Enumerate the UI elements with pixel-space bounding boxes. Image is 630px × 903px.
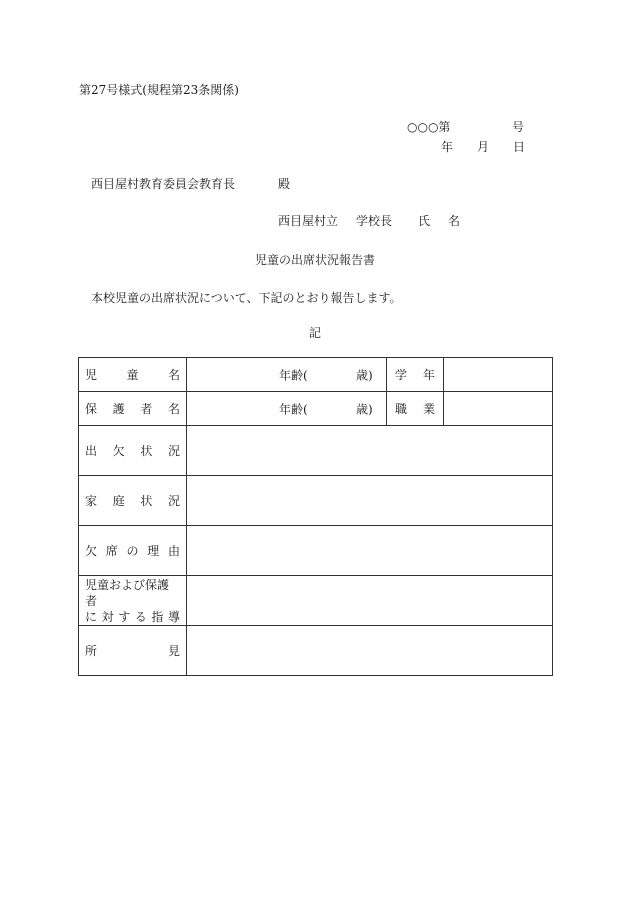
grade-value-cell[interactable] (444, 358, 553, 392)
guardian-age-unit: 歳) (356, 402, 373, 416)
attendance-value-cell[interactable] (187, 426, 553, 476)
document-title: 児童の出席状況報告書 (254, 253, 375, 267)
child-name-label: 児 童 名 (85, 368, 180, 382)
document-number-suffix: 号 (512, 120, 525, 134)
family-label: 家 庭 状 況 (85, 494, 180, 508)
family-label-cell (79, 476, 187, 526)
document-ki: 記 (308, 326, 321, 340)
attendance-label: 出 欠 状 況 (85, 444, 180, 458)
addressee-honorific: 殿 (278, 177, 291, 191)
date-day-label: 日 (513, 140, 526, 154)
sender-title: 学校長 (356, 214, 393, 228)
table-row-child (79, 358, 553, 392)
family-value-cell[interactable] (187, 476, 553, 526)
guidance-value-cell[interactable] (187, 576, 553, 626)
date-month-label: 月 (477, 140, 490, 154)
child-name-label-cell (79, 358, 187, 392)
opinion-value-cell[interactable] (187, 626, 553, 676)
absence-reason-label-cell (79, 526, 187, 576)
document-body: 本校児童の出席状況について、下記のとおり報告します。 (91, 291, 402, 305)
grade-label: 学 年 (395, 368, 435, 382)
opinion-label-cell (79, 626, 187, 676)
guidance-label (85, 577, 180, 625)
addressee-name: 西目屋村教育委員会教育長 (91, 177, 236, 191)
guardian-name-label: 保 護 者 名 (85, 402, 180, 416)
opinion-label: 所 見 (85, 644, 180, 658)
table-row-guidance (79, 576, 553, 626)
child-age-unit: 歳) (356, 368, 373, 382)
guardian-age-label: 年齢( (279, 402, 308, 416)
guardian-name-label-cell (79, 392, 187, 426)
grade-label-cell (387, 358, 444, 392)
guidance-label-cell (79, 576, 187, 626)
table-row-family (79, 476, 553, 526)
guardian-name-value-cell[interactable] (187, 392, 387, 426)
table-row-guardian (79, 392, 553, 426)
sender-name-label: 氏名 (418, 214, 479, 228)
report-table (78, 357, 553, 676)
child-name-value-cell[interactable] (187, 358, 387, 392)
table-row-attendance (79, 426, 553, 476)
absence-reason-value-cell[interactable] (187, 526, 553, 576)
guidance-label-line2: に 対 す る 指 導 (85, 609, 180, 624)
occupation-label-cell (387, 392, 444, 426)
child-age-label: 年齢( (279, 368, 308, 382)
document-number-prefix: ○○○第 (407, 120, 451, 134)
occupation-value-cell[interactable] (444, 392, 553, 426)
absence-reason-label: 欠 席 の 理 由 (85, 544, 180, 558)
sender-school: 西目屋村立 (278, 214, 339, 228)
table-row-reason (79, 526, 553, 576)
form-number: 第27号様式(規程第23条関係) (79, 83, 239, 97)
attendance-label-cell (79, 426, 187, 476)
date-year-label: 年 (441, 140, 454, 154)
guidance-label-line1: 児童および保護者 (85, 577, 170, 608)
table-row-opinion (79, 626, 553, 676)
occupation-label: 職 業 (395, 402, 435, 416)
